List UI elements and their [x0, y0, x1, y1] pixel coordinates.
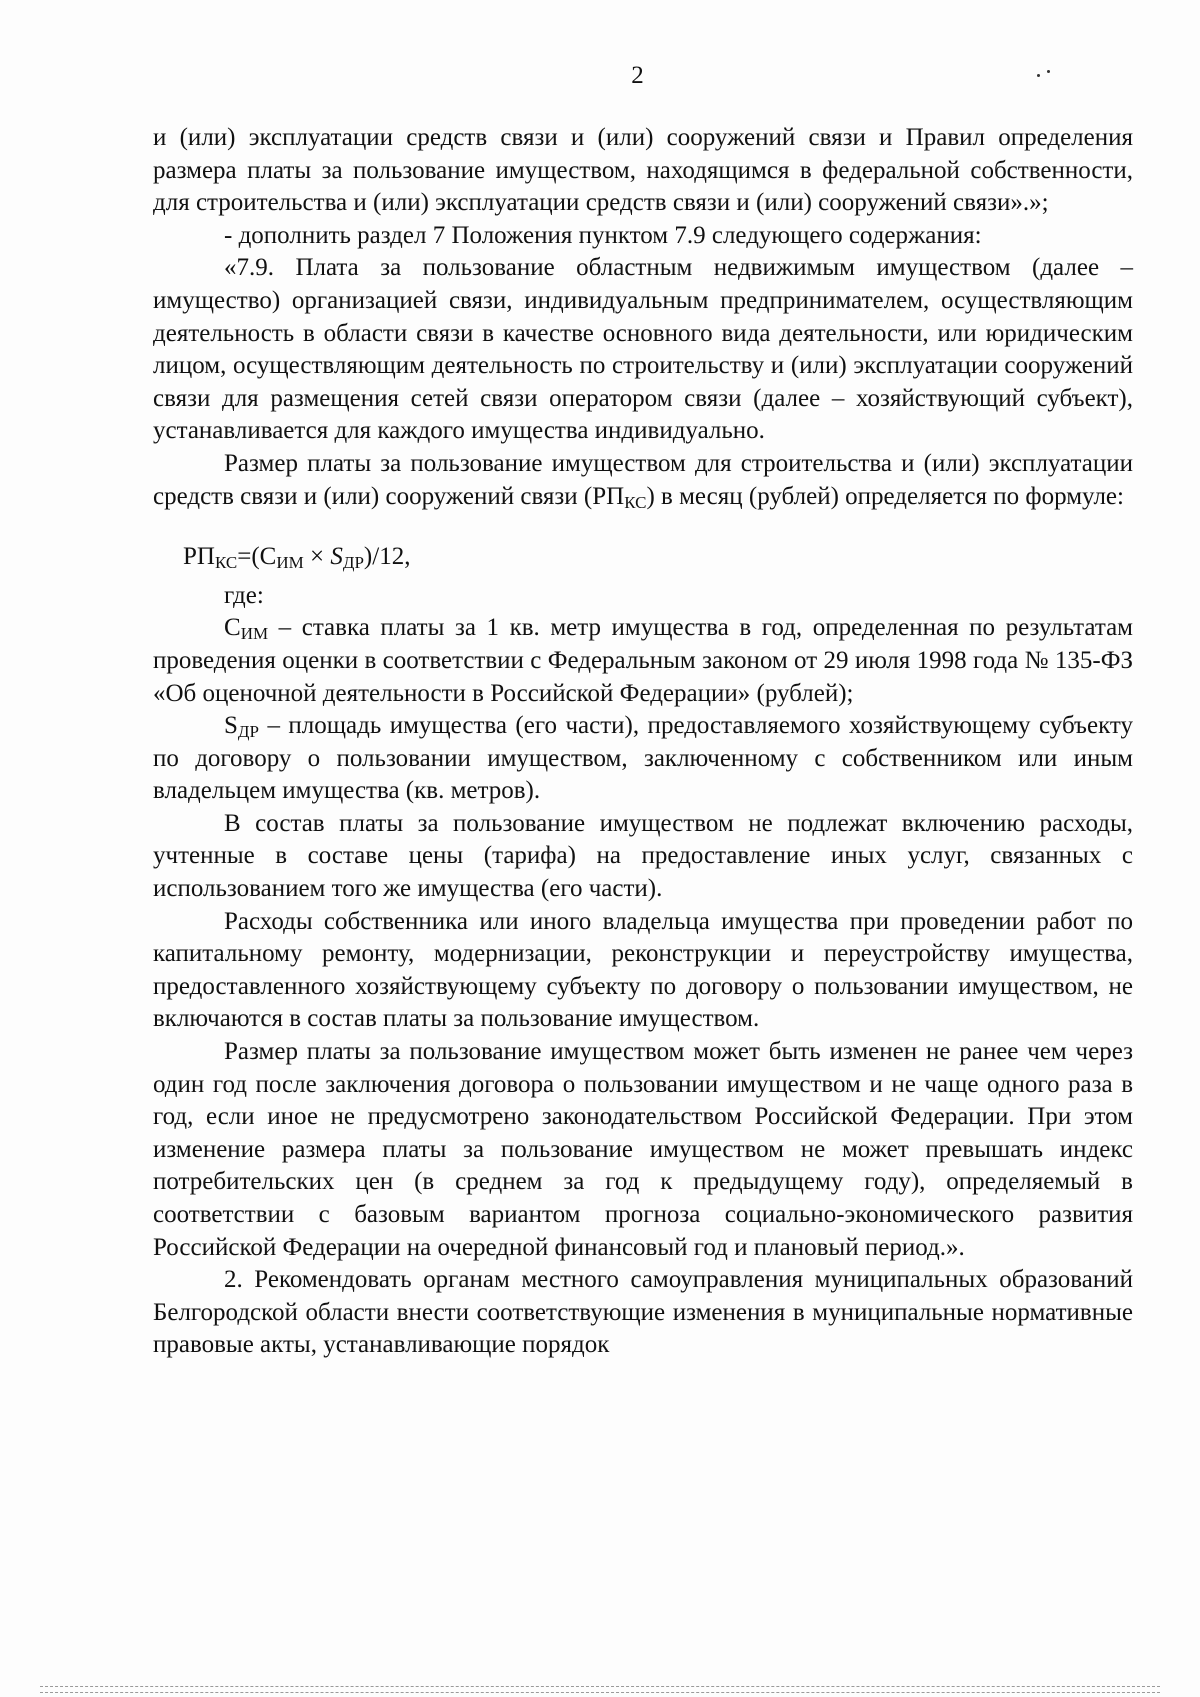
definition-s	[153, 710, 1133, 808]
where-label: где:	[224, 581, 264, 609]
definition-text: – площадь имущества (его части), предоставляемого хозяйствующему субъекту по договору о пользовании имуществом, заключенному с собственником или иным владельцем имущества (кв. метров).	[153, 712, 1133, 805]
formula-lhs-sub: КС	[214, 553, 238, 573]
definition-c	[153, 612, 1133, 710]
formula-c-sub: ИМ	[276, 553, 304, 573]
formula-eq: =(С	[237, 543, 277, 571]
page-number: 2	[631, 62, 644, 89]
definition-symbol: S	[224, 712, 238, 740]
rate-paragraph	[153, 448, 1133, 513]
definition-subscript: ИМ	[240, 624, 269, 644]
scan-speck	[1037, 74, 1040, 77]
document-body	[153, 122, 1133, 1362]
rate-subscript: КС	[624, 492, 647, 512]
scan-line	[40, 1686, 1160, 1687]
rate-text: Размер платы за пользование имуществом для строительства и (или) эксплуатации средств связи и (или) сооружений связи (РП	[153, 449, 1133, 510]
paragraph: - дополнить раздел 7 Положения пунктом 7.9 следующего содержания:	[224, 221, 982, 249]
definition-subscript: ДР	[237, 722, 259, 742]
scan-line	[40, 1692, 1160, 1693]
formula	[153, 541, 1133, 574]
formula-s: S	[330, 543, 343, 571]
paragraph: Расходы собственника или иного владельца имущества при проведении работ по капитальному ремонту, модернизации, реконструкции и переустройству имущества, предоставленного хозяйствующему субъекту по договору о пользовании имуществом, не включаются в состав платы за пользование имуществом.	[153, 907, 1133, 1033]
definition-text: – ставка платы за 1 кв. метр имущества в год, определенная по результатам проведения оценки в соответствии с Федеральным законом от 29 июля 1998 года № 135-ФЗ «Об оценочной деятельности в Российской Федерации» (рублей);	[153, 614, 1133, 707]
formula-times: ×	[303, 543, 331, 571]
formula-lhs: РП	[183, 543, 215, 571]
formula-end: )/12,	[363, 543, 411, 571]
paragraph: и (или) эксплуатации средств связи и (или) сооружений связи и Правил определения размера платы за пользование имуществом, находящимся в федеральной собственности, для строительства и (или) эксплуатации средств связи и (или) сооружений связи».»;	[153, 124, 1133, 217]
definition-symbol: С	[224, 614, 241, 642]
scan-speck	[1047, 70, 1050, 73]
paragraph: Размер платы за пользование имуществом может быть изменен не ранее чем через один год после заключения договора о пользовании имуществом и не чаще одного раза в год, если иное не предусмотрено законодательством Российской Федерации. При этом изменение размера платы за пользование имуществом не может превышать индекс потребительских цен (в среднем за год к предыдущему году), определяемый в соответствии с базовым вариантом прогноза социально-экономического развития Российской Федерации на очередной финансовый год и плановый период.».	[153, 1038, 1133, 1261]
formula-s-sub: ДР	[342, 553, 364, 573]
paragraph: 2. Рекомендовать органам местного самоуправления муниципальных образований Белгородской области внести соответствующие изменения в муниципальные нормативные правовые акты, устанавливающие порядок	[153, 1266, 1133, 1359]
rate-tail: ) в месяц (рублей) определяется по формуле:	[646, 482, 1124, 510]
paragraph: В состав платы за пользование имуществом не подлежат включению расходы, учтенные в составе цены (тарифа) на предоставление иных услуг, связанных с использованием того же имущества (его части).	[153, 809, 1133, 903]
paragraph: «7.9. Плата за пользование областным недвижимым имуществом (далее – имущество) организацией связи, индивидуальным предпринимателем, осуществляющим деятельность в области связи в качестве основного вида деятельности, или юридическим лицом, осуществляющим деятельность по строительству и (или) эксплуатации сооружений связи для размещения сетей связи оператором связи (далее – хозяйствующий субъект), устанавливается для каждого имущества индивидуально.	[153, 254, 1133, 445]
